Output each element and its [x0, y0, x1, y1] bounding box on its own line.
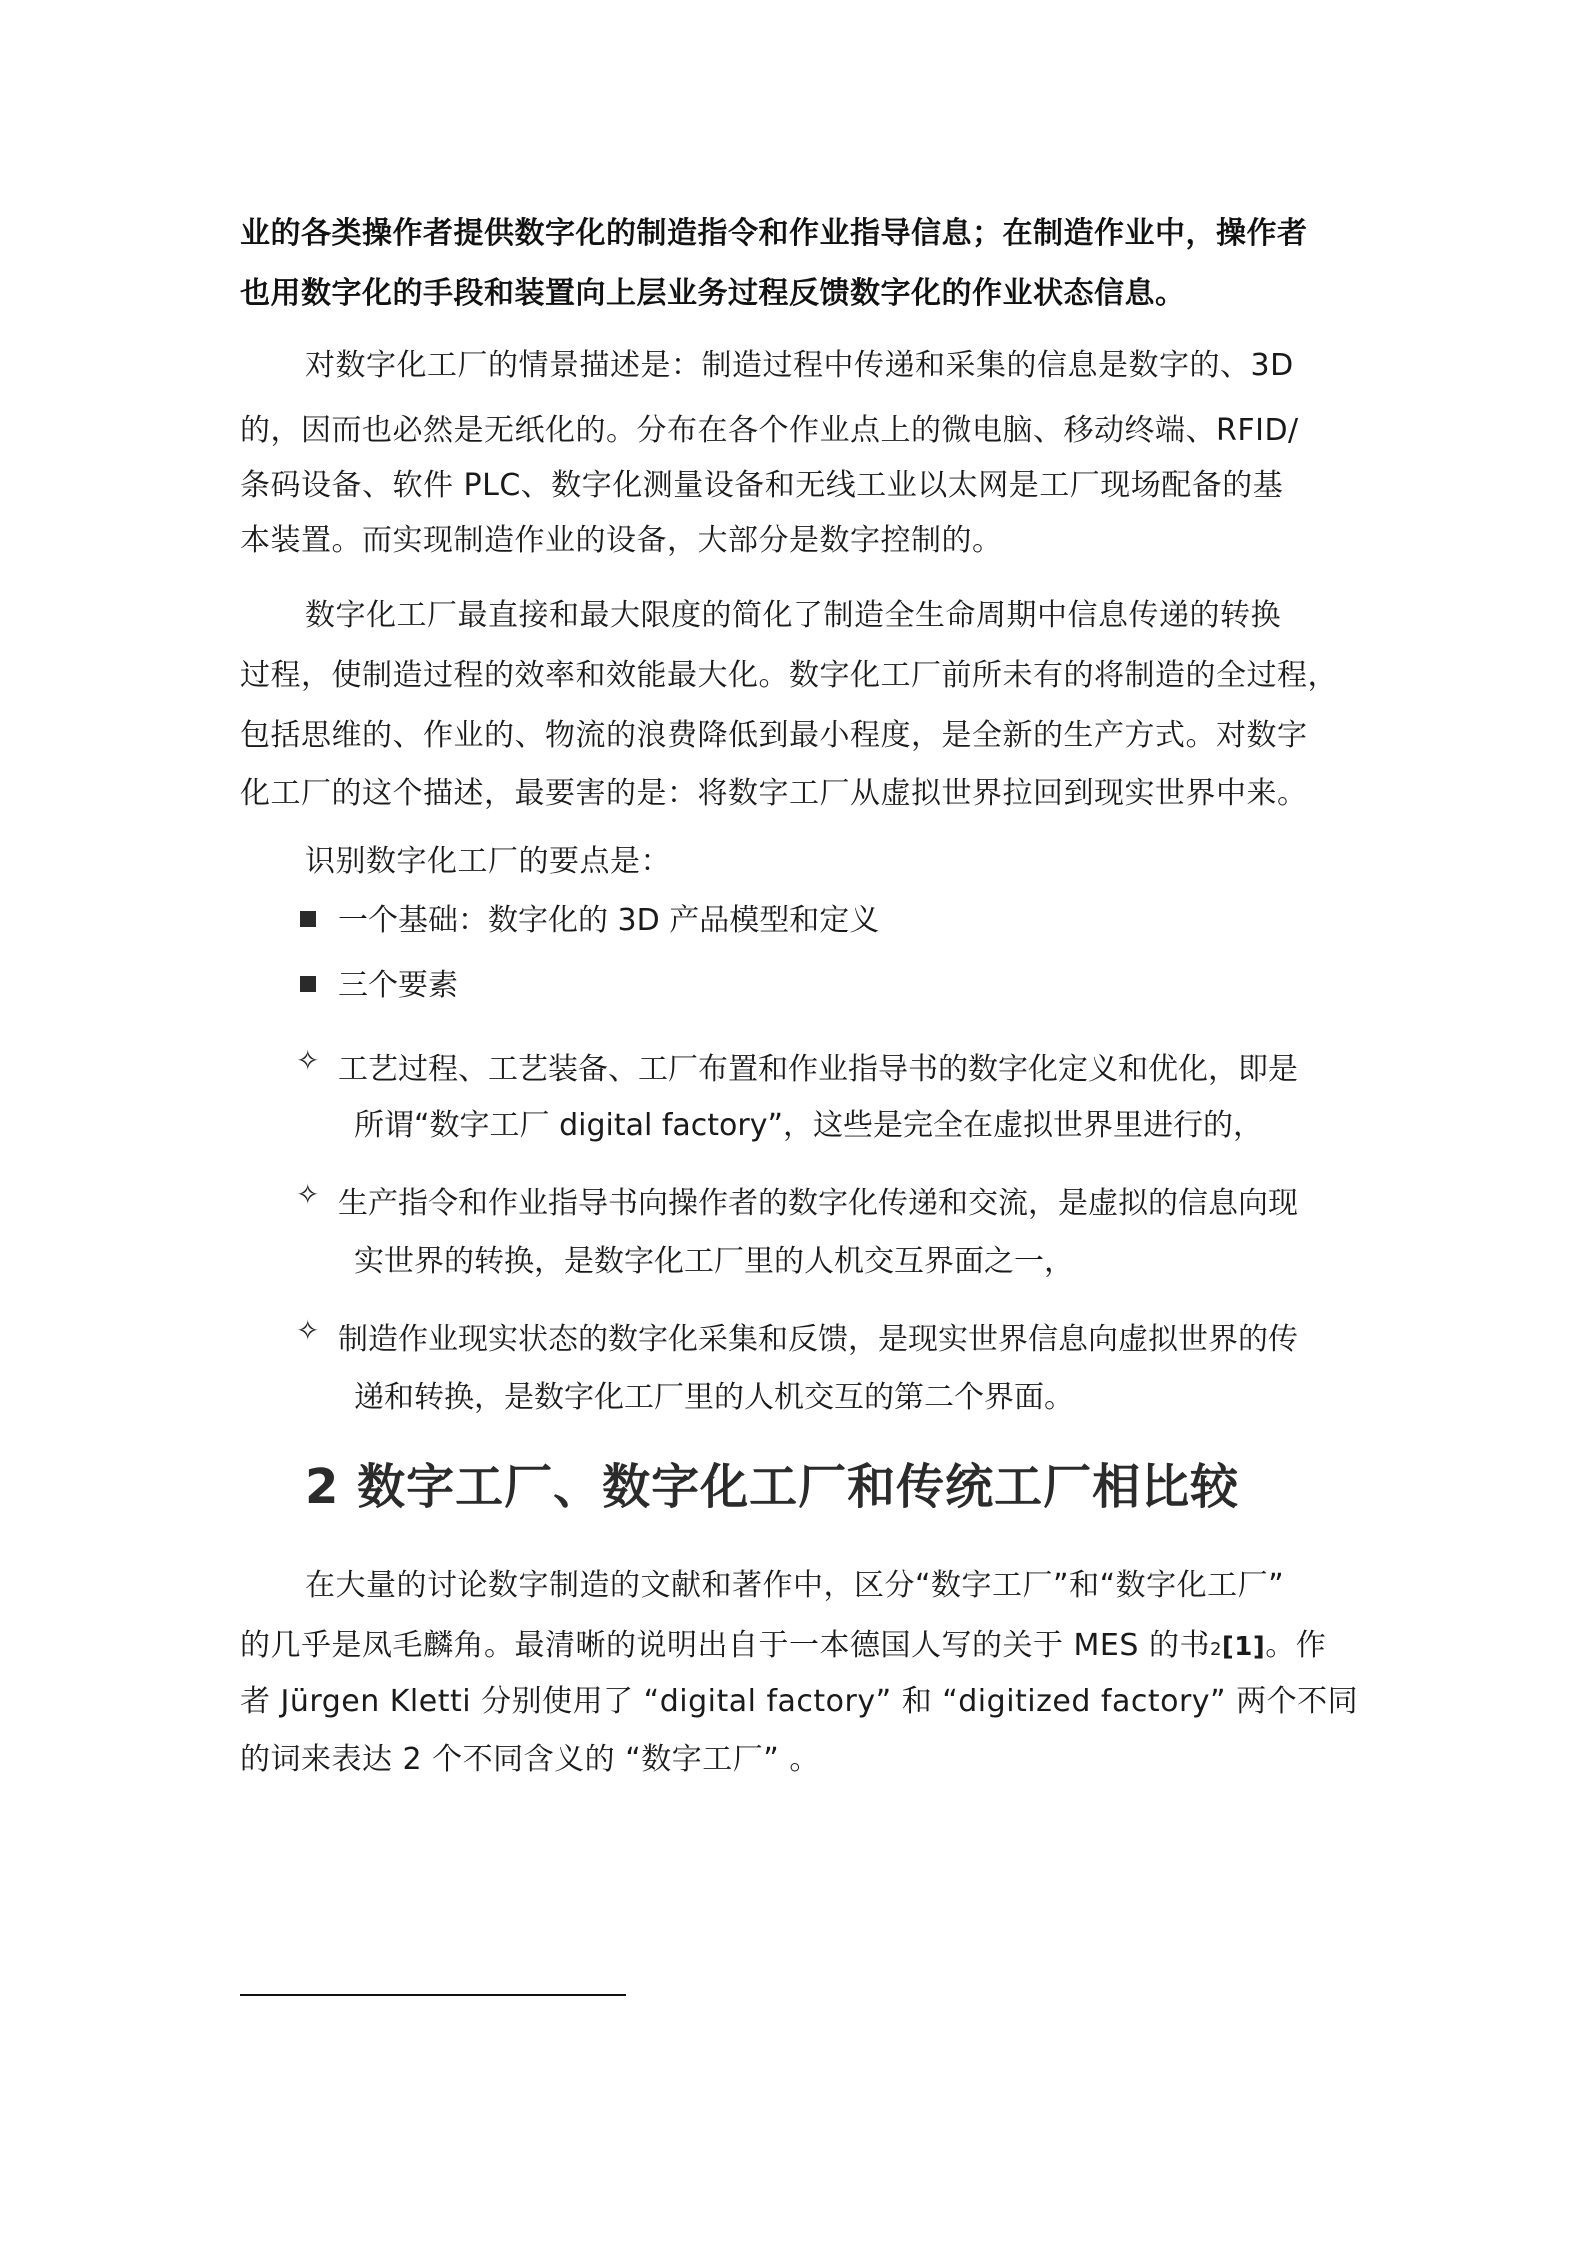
paragraph-line: 条码设备、软件 PLC、数字化测量设备和无线工业以太网是工厂现场配备的基	[240, 468, 1284, 503]
square-bullet-icon	[300, 911, 316, 927]
list-item: 一个基础：数字化的 3D 产品模型和定义	[338, 903, 880, 938]
diamond-bullet-icon: ✧	[296, 1044, 320, 1077]
list-item: 生产指令和作业指导书向操作者的数字化传递和交流，是虚拟的信息向现	[338, 1186, 1298, 1221]
paragraph-line: 也用数字化的手段和装置向上层业务过程反馈数字化的作业状态信息。	[240, 276, 1186, 311]
diamond-bullet-icon: ✧	[296, 1178, 320, 1211]
paragraph-text: 。作	[1265, 1628, 1327, 1663]
paragraph-line: 包括思维的、作业的、物流的浪费降低到最小程度，是全新的生产方式。对数字	[240, 718, 1308, 753]
diamond-bullet-icon: ✧	[296, 1314, 320, 1347]
square-bullet-icon	[300, 976, 316, 992]
list-item: 三个要素	[338, 968, 458, 1003]
list-item-continuation: 递和转换，是数字化工厂里的人机交互的第二个界面。	[354, 1380, 1074, 1415]
footnote-separator	[240, 1994, 626, 1996]
paragraph-line: 者 Jürgen Kletti 分别使用了 “digital factory” 和 “digitized factory” 两个不同	[240, 1684, 1359, 1719]
paragraph-line: 的，因而也必然是无纸化的。分布在各个作业点上的微电脑、移动终端、RFID/	[240, 413, 1299, 448]
paragraph-line: 本装置。而实现制造作业的设备，大部分是数字控制的。	[240, 523, 1003, 558]
paragraph-line: 在大量的讨论数字制造的文献和著作中，区分“数字工厂”和“数字化工厂”	[305, 1568, 1285, 1603]
list-item-continuation: 所谓“数字工厂 digital factory”，这些是完全在虚拟世界里进行的，	[354, 1108, 1264, 1143]
section-heading: 2 数字工厂、数字化工厂和传统工厂相比较	[305, 1459, 1240, 1515]
footnote-marker[interactable]: 2	[1209, 1639, 1222, 1660]
paragraph-line: 对数字化工厂的情景描述是：制造过程中传递和采集的信息是数字的、3D	[305, 348, 1294, 383]
citation-link[interactable]: [1]	[1221, 1632, 1266, 1662]
paragraph-line: 的词来表达 2 个不同含义的 “数字工厂” 。	[240, 1742, 820, 1777]
list-item-continuation: 实世界的转换，是数字化工厂里的人机交互界面之一，	[354, 1244, 1074, 1279]
paragraph-line: 过程，使制造过程的效率和效能最大化。数字化工厂前所未有的将制造的全过程，	[240, 658, 1338, 693]
paragraph-line: 业的各类操作者提供数字化的制造指令和作业指导信息；在制造作业中，操作者	[240, 216, 1308, 251]
paragraph-line: 化工厂的这个描述，最要害的是：将数字工厂从虚拟世界拉回到现实世界中来。	[240, 776, 1308, 811]
paragraph-text: 的几乎是凤毛麟角。最清晰的说明出自于一本德国人写的关于 MES 的书	[240, 1628, 1210, 1663]
list-item: 制造作业现实状态的数字化采集和反馈，是现实世界信息向虚拟世界的传	[338, 1322, 1298, 1357]
paragraph-line	[240, 1620, 1326, 1664]
list-item: 工艺过程、工艺装备、工厂布置和作业指导书的数字化定义和优化，即是	[338, 1052, 1298, 1087]
key-points-intro: 识别数字化工厂的要点是：	[305, 844, 671, 879]
paragraph-line: 数字化工厂最直接和最大限度的简化了制造全生命周期中信息传递的转换	[305, 598, 1281, 633]
